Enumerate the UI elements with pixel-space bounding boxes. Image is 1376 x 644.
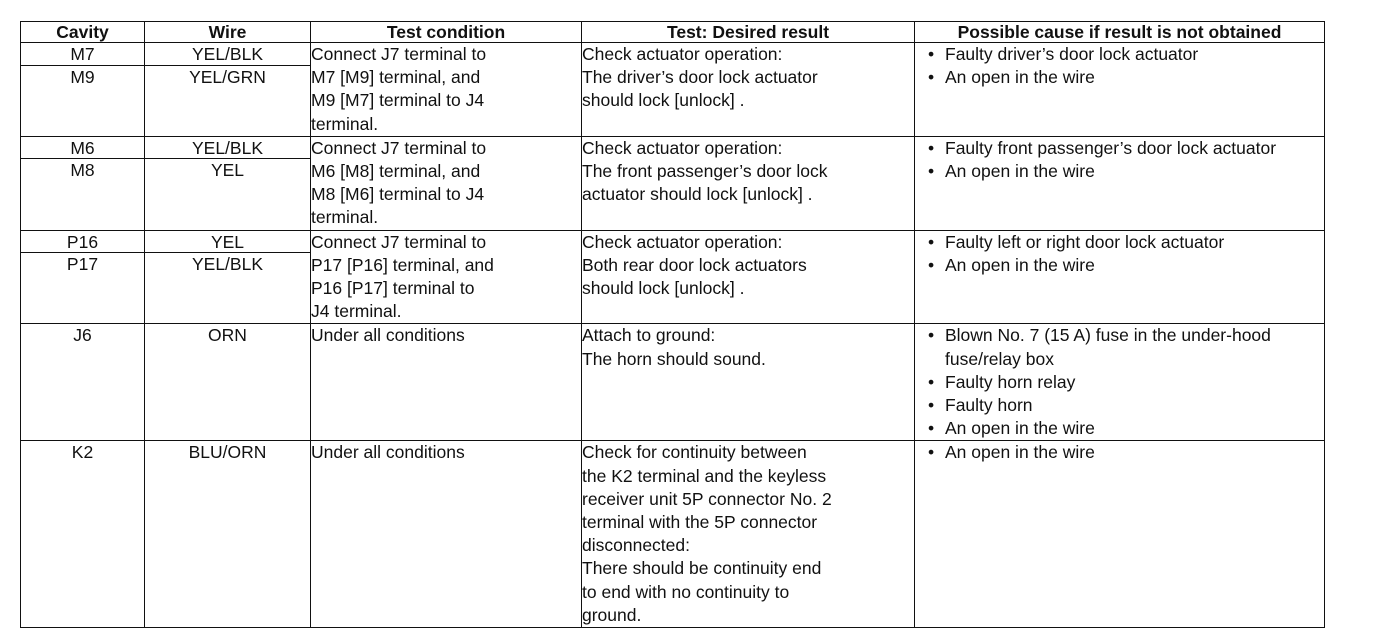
result-line: to end with no continuity to bbox=[582, 581, 790, 602]
result-line: receiver unit 5P connector No. 2 bbox=[582, 488, 832, 509]
result-line: actuator should lock [unlock] . bbox=[582, 184, 813, 205]
wire-value: YEL/BLK bbox=[191, 254, 264, 275]
cavity-value: K2 bbox=[71, 442, 94, 463]
wire-cell bbox=[145, 230, 311, 324]
possible-cause-cell bbox=[915, 136, 1325, 230]
condition-line: M7 [M9] terminal, and bbox=[311, 67, 481, 88]
result-line: There should be continuity end bbox=[582, 558, 822, 579]
wire-cell bbox=[145, 324, 311, 441]
cavity-value: M9 bbox=[70, 66, 95, 87]
cause-item: • An open in the wire bbox=[915, 441, 1324, 464]
result-line: Attach to ground: bbox=[582, 325, 716, 346]
table-row bbox=[21, 136, 1325, 230]
wire-cell bbox=[145, 441, 311, 628]
possible-cause-cell bbox=[915, 324, 1325, 441]
header-desired-result: Test: Desired result bbox=[582, 22, 915, 43]
bullet-icon: • bbox=[928, 254, 935, 275]
desired-result-cell bbox=[582, 324, 915, 441]
desired-result-cell bbox=[582, 136, 915, 230]
bullet-icon: • bbox=[928, 231, 935, 252]
result-line: The front passenger’s door lock bbox=[582, 161, 828, 182]
wire-value: ORN bbox=[208, 325, 247, 346]
condition-line: P17 [P16] terminal, and bbox=[311, 254, 494, 275]
cause-item: • Faulty front passenger’s door lock actuator bbox=[915, 137, 1324, 160]
condition-line: M6 [M8] terminal, and bbox=[311, 161, 481, 182]
condition-line: M9 [M7] terminal to J4 bbox=[311, 90, 485, 111]
result-line: The horn should sound. bbox=[582, 348, 766, 369]
condition-line: P16 [P17] terminal to bbox=[311, 278, 475, 299]
table-row bbox=[21, 43, 1325, 137]
cause-item: • An open in the wire bbox=[915, 417, 1324, 440]
desired-result-cell bbox=[582, 441, 915, 628]
cavity-value: J6 bbox=[73, 325, 92, 346]
desired-result-cell bbox=[582, 230, 915, 324]
result-line: The driver’s door lock actuator bbox=[582, 67, 818, 88]
result-line: should lock [unlock] . bbox=[582, 278, 745, 299]
condition-line: terminal. bbox=[311, 113, 379, 134]
wire-value: YEL/BLK bbox=[145, 137, 310, 160]
bullet-icon: • bbox=[928, 137, 935, 158]
wire-value: YEL bbox=[145, 231, 310, 254]
condition-line: Connect J7 terminal to bbox=[311, 44, 487, 64]
cause-item: • An open in the wire bbox=[915, 160, 1324, 183]
condition-line: Under all conditions bbox=[311, 325, 465, 346]
cause-item: • Faulty horn relay bbox=[915, 371, 1324, 394]
cavity-cell bbox=[21, 43, 145, 137]
cavity-value: P17 bbox=[66, 254, 99, 275]
bullet-icon: • bbox=[928, 44, 935, 64]
cavity-value: M6 bbox=[21, 137, 144, 160]
result-line: ground. bbox=[582, 604, 642, 625]
condition-line: Under all conditions bbox=[311, 442, 465, 463]
troubleshooting-table bbox=[20, 21, 1325, 628]
table-row bbox=[21, 324, 1325, 441]
wire-value: YEL/GRN bbox=[189, 66, 266, 87]
header-cavity: Cavity bbox=[21, 22, 145, 43]
result-line: Check actuator operation: bbox=[582, 137, 783, 158]
cavity-cell bbox=[21, 441, 145, 628]
table-row bbox=[21, 230, 1325, 324]
wire-value: BLU/ORN bbox=[188, 442, 267, 463]
header-wire: Wire bbox=[145, 22, 311, 43]
result-line: Check for continuity between bbox=[582, 442, 807, 463]
bullet-icon: • bbox=[928, 67, 935, 88]
result-line: Check actuator operation: bbox=[582, 44, 783, 64]
bullet-icon: • bbox=[928, 161, 935, 182]
cause-item: • An open in the wire bbox=[915, 66, 1324, 89]
condition-line: Connect J7 terminal to bbox=[311, 137, 487, 158]
cause-item: • Faulty left or right door lock actuator bbox=[915, 231, 1324, 254]
wire-cell bbox=[145, 136, 311, 230]
table-row bbox=[21, 441, 1325, 628]
cavity-value: M8 bbox=[70, 160, 95, 181]
result-line: should lock [unlock] . bbox=[582, 90, 745, 111]
cause-item: • Faulty driver’s door lock actuator bbox=[915, 43, 1324, 66]
wire-value: YEL bbox=[210, 160, 245, 181]
result-line: Check actuator operation: bbox=[582, 231, 783, 252]
result-line: terminal with the 5P connector bbox=[582, 512, 818, 533]
cavity-cell bbox=[21, 136, 145, 230]
bullet-icon: • bbox=[928, 325, 935, 346]
header-test-condition: Test condition bbox=[311, 22, 582, 43]
result-line: the K2 terminal and the keyless bbox=[582, 465, 827, 486]
cause-item: • An open in the wire bbox=[915, 254, 1324, 277]
desired-result-cell bbox=[582, 43, 915, 137]
bullet-icon: • bbox=[928, 395, 935, 416]
possible-cause-cell bbox=[915, 441, 1325, 628]
wire-value: YEL/BLK bbox=[145, 43, 310, 66]
possible-cause-cell bbox=[915, 43, 1325, 137]
cavity-value: P16 bbox=[21, 231, 144, 254]
test-condition-cell bbox=[311, 43, 582, 137]
cause-item: • Faulty horn bbox=[915, 394, 1324, 417]
condition-line: terminal. bbox=[311, 207, 379, 228]
cause-item: • Blown No. 7 (15 A) fuse in the under-hood fuse/relay box bbox=[915, 324, 1324, 370]
wire-cell bbox=[145, 43, 311, 137]
condition-line: Connect J7 terminal to bbox=[311, 231, 487, 252]
test-condition-cell bbox=[311, 441, 582, 628]
test-condition-cell bbox=[311, 136, 582, 230]
cavity-value: M7 bbox=[21, 43, 144, 66]
result-line: Both rear door lock actuators bbox=[582, 254, 807, 275]
header-row bbox=[21, 22, 1325, 43]
header-possible-cause: Possible cause if result is not obtained bbox=[915, 22, 1325, 43]
condition-line: J4 terminal. bbox=[311, 301, 402, 322]
cavity-cell bbox=[21, 324, 145, 441]
condition-line: M8 [M6] terminal to J4 bbox=[311, 184, 485, 205]
test-condition-cell bbox=[311, 324, 582, 441]
result-line: disconnected: bbox=[582, 535, 690, 556]
bullet-icon: • bbox=[928, 442, 935, 463]
bullet-icon: • bbox=[928, 418, 935, 439]
test-condition-cell bbox=[311, 230, 582, 324]
cavity-cell bbox=[21, 230, 145, 324]
bullet-icon: • bbox=[928, 371, 935, 392]
possible-cause-cell bbox=[915, 230, 1325, 324]
